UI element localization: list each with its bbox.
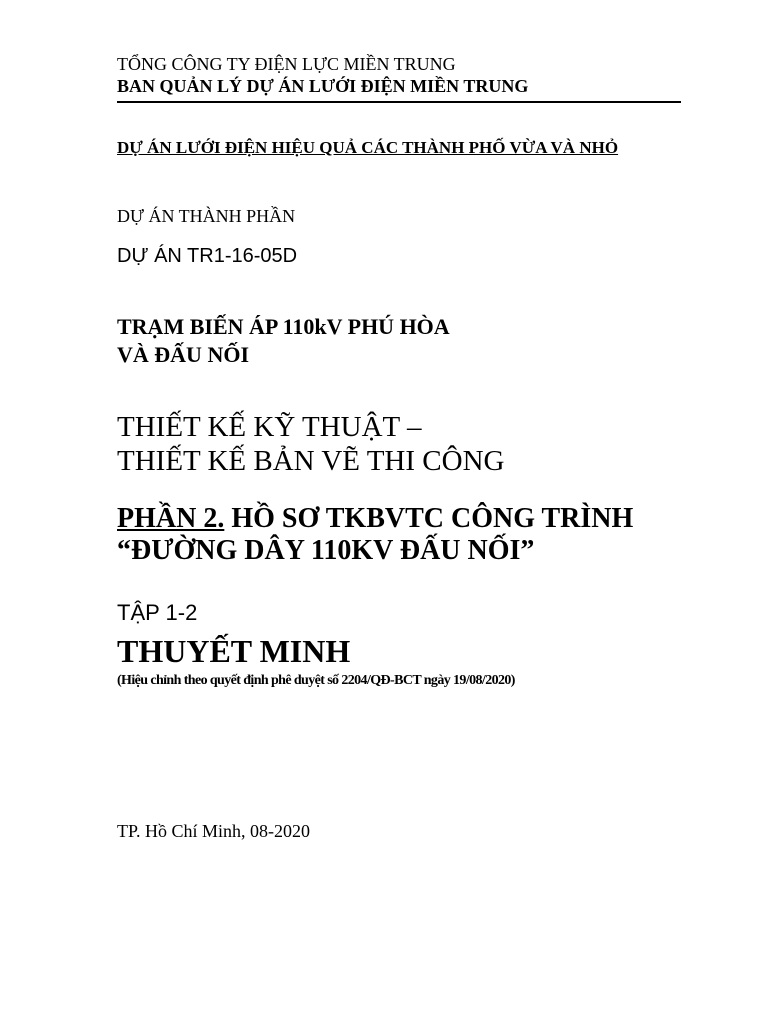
- project-title: DỰ ÁN LƯỚI ĐIỆN HIỆU QUẢ CÁC THÀNH PHỐ VỪA VÀ NHỎ: [117, 138, 619, 157]
- station-title-line2: VÀ ĐẤU NỐI: [117, 342, 249, 367]
- management-board-name: BAN QUẢN LÝ DỰ ÁN LƯỚI ĐIỆN MIỀN TRUNG: [117, 76, 529, 96]
- design-stage-line1: THIẾT KẾ KỸ THUẬT –: [117, 411, 422, 443]
- part-heading: [117, 503, 633, 535]
- revision-note: (Hiệu chỉnh theo quyết định phê duyệt số 2204/QĐ-BCT ngày 19/08/2020): [117, 673, 515, 688]
- volume-label: TẬP 1-2: [117, 600, 198, 625]
- place-and-date: TP. Hồ Chí Minh, 08-2020: [117, 821, 311, 841]
- header-divider: [117, 101, 681, 103]
- organization-name: TỔNG CÔNG TY ĐIỆN LỰC MIỀN TRUNG: [117, 54, 456, 74]
- part-title: HỒ SƠ TKBVTC CÔNG TRÌNH: [224, 503, 634, 534]
- component-project-label: DỰ ÁN THÀNH PHẦN: [117, 206, 296, 226]
- project-code: DỰ ÁN TR1-16-05D: [117, 245, 298, 267]
- station-title-line1: TRẠM BIẾN ÁP 110kV PHÚ HÒA: [117, 314, 450, 339]
- volume-title: THUYẾT MINH: [117, 633, 351, 669]
- design-stage-line2: THIẾT KẾ BẢN VẼ THI CÔNG: [117, 445, 505, 477]
- part-subtitle: “ĐƯỜNG DÂY 110KV ĐẤU NỐI”: [117, 535, 535, 566]
- part-label: PHẦN 2.: [117, 503, 225, 534]
